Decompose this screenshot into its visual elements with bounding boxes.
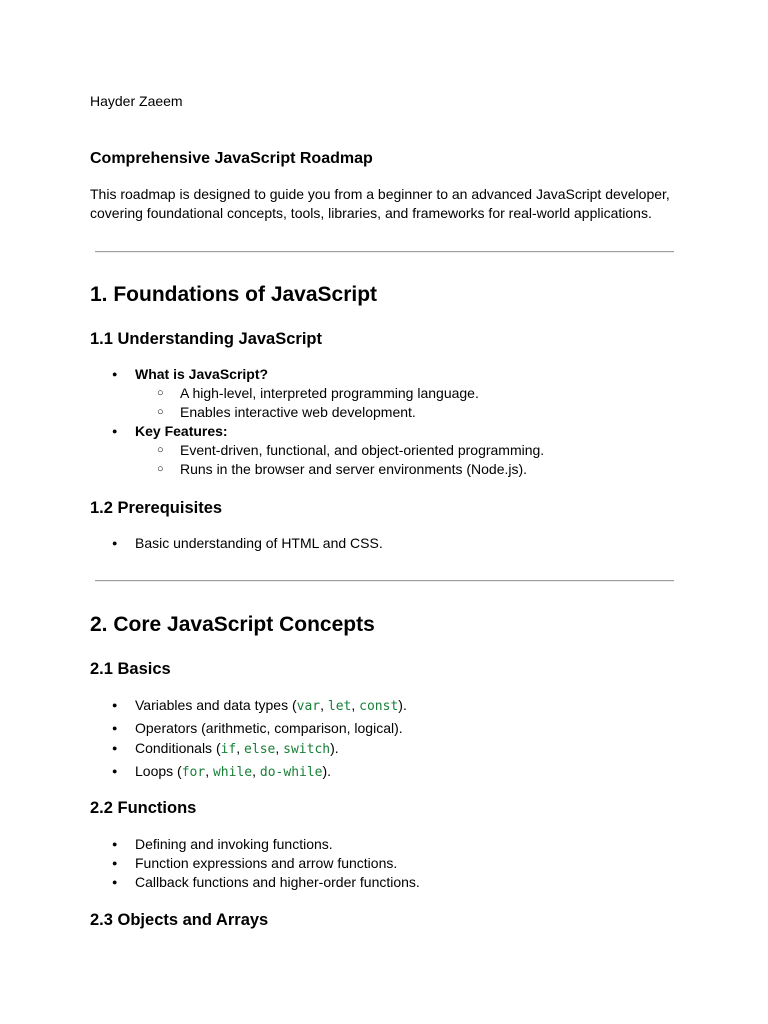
list-item [90,422,680,479]
document-title: Comprehensive JavaScript Roadmap [90,150,373,167]
list-item-text: Conditionals ( [135,740,221,756]
sub-list [135,384,680,422]
subsection-heading-functions: 2.2 Functions [90,799,197,817]
intro-paragraph: This roadmap is designed to guide you from a beginner to an advanced JavaScript developer, covering foundational concepts, tools, libraries, and frameworks for real-world applications. [90,186,670,221]
sub-list-item: ○ Runs in the browser and server environments (Node.js). [135,460,680,479]
basics-list [90,695,680,783]
code-do-while: do-while [259,764,323,780]
subsection-heading-basics: 2.1 Basics [90,660,171,678]
sub-list-item: ○ Event-driven, functional, and object-oriented programming. [135,441,680,460]
section-heading-foundations: 1. Foundations of JavaScript [90,283,378,306]
separator: , [205,762,213,779]
list-item-label: Key Features: [135,423,228,439]
list-item-text: Loops ( [135,762,182,779]
list-item-text: ). [330,740,339,756]
list-item-text: Variables and data types ( [135,697,297,713]
horizontal-rule [95,251,674,253]
horizontal-rule [95,580,674,582]
code-for: for [181,764,206,780]
code-while: while [212,764,253,780]
separator: , [236,740,245,756]
sub-list [135,441,680,479]
code-const: const [359,699,399,714]
list-item [90,738,680,761]
author-name: Hayder Zaeem [90,93,183,109]
sub-list-item: ○ A high-level, interpreted programming language. [135,384,680,403]
prerequisites-list [90,534,680,553]
separator: , [320,697,328,713]
code-switch: switch [283,742,331,757]
subsection-heading-prerequisites: 1.2 Prerequisites [90,499,223,517]
list-item [90,365,680,422]
sub-list-item: ○ Enables interactive web development. [135,403,680,422]
code-let: let [327,699,352,714]
section-heading-core-concepts: 2. Core JavaScript Concepts [90,613,375,636]
subsection-heading-understanding: 1.1 Understanding JavaScript [90,330,322,348]
code-if: if [220,742,237,757]
separator: , [252,762,260,779]
list-item: ● Operators (arithmetic, comparison, logical). [90,718,680,739]
list-item-text: ). [398,697,407,713]
list-item-label: What is JavaScript? [135,366,269,382]
list-item-text: ). [322,762,332,779]
list-item: ● Basic understanding of HTML and CSS. [90,534,680,553]
separator: , [275,740,284,756]
list-item: ● Callback functions and higher-order functions. [90,873,680,892]
list-item [90,695,680,718]
list-item [90,761,680,784]
list-item: ● Function expressions and arrow functions. [90,854,680,873]
list-item: ● Defining and invoking functions. [90,835,680,854]
code-var: var [296,699,321,714]
code-else: else [244,742,276,757]
understanding-list [90,365,680,479]
separator: , [351,697,360,713]
functions-list [90,835,680,892]
subsection-heading-objects-arrays: 2.3 Objects and Arrays [90,911,269,929]
